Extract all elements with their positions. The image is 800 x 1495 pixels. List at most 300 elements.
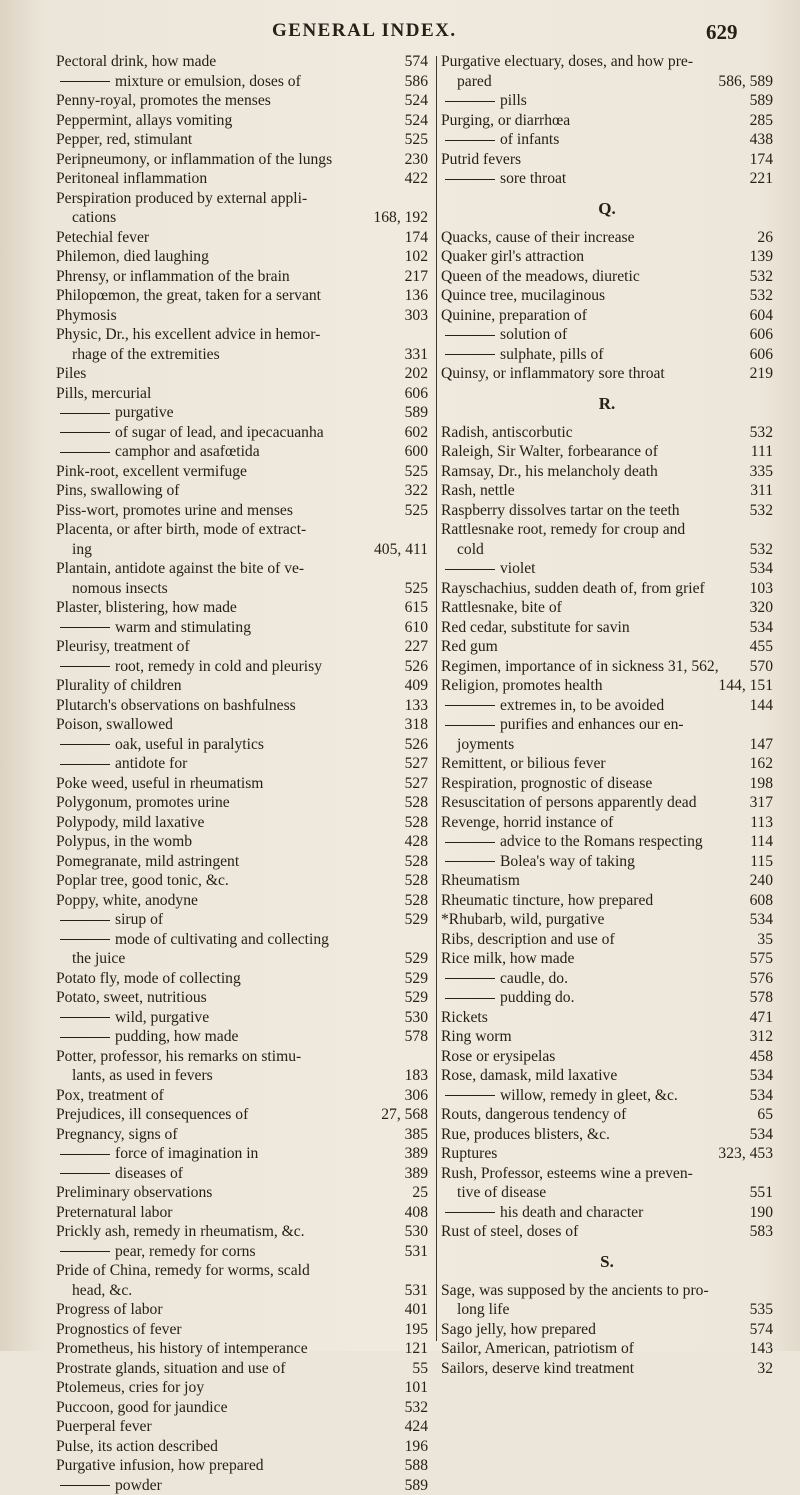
- index-entry: [56, 345, 428, 365]
- index-entry: [56, 1281, 428, 1301]
- index-entry: [441, 364, 773, 384]
- entry-text: Plurality of children: [56, 677, 182, 694]
- ditto-rule: [445, 998, 495, 999]
- ditto-rule: [445, 569, 495, 570]
- entry-text: Philopœmon, the great, taken for a servant: [56, 287, 321, 304]
- entry-page-number: 534: [750, 1125, 773, 1145]
- entry-page-number: 458: [750, 1047, 773, 1067]
- entry-page-number: 162: [750, 754, 773, 774]
- entry-text: pudding, how made: [115, 1028, 238, 1045]
- index-entry: [441, 1047, 773, 1067]
- entry-text: Polypody, mild laxative: [56, 814, 204, 831]
- entry-page-number: 530: [405, 1008, 428, 1028]
- ditto-rule: [445, 179, 495, 180]
- entry-text: Rattlesnake, bite of: [441, 599, 562, 616]
- index-entry: [441, 247, 773, 267]
- index-entry: [56, 267, 428, 287]
- index-entry: [56, 1378, 428, 1398]
- index-entry: [56, 130, 428, 150]
- entry-page-number: 576: [750, 969, 773, 989]
- entry-page-number: 230: [405, 150, 428, 170]
- index-entry: [56, 520, 428, 540]
- entry-text: sulphate, pills of: [500, 346, 604, 363]
- index-entry: [56, 1437, 428, 1457]
- index-entry: [56, 1164, 428, 1184]
- index-entry: [56, 696, 428, 716]
- entry-page-number: 606: [750, 345, 773, 365]
- entry-text: mode of cultivating and collecting: [115, 931, 329, 948]
- entry-page-number: 528: [405, 871, 428, 891]
- entry-text: Pox, treatment of: [56, 1087, 164, 1104]
- entry-page-number: 136: [405, 286, 428, 306]
- entry-text: of infants: [500, 131, 559, 148]
- entry-page-number: 589: [405, 1476, 428, 1495]
- entry-text: extremes in, to be avoided: [500, 697, 664, 714]
- ditto-rule: [60, 1037, 110, 1038]
- index-entry: [441, 1339, 773, 1359]
- index-entry: [56, 735, 428, 755]
- entry-page-number: 606: [405, 384, 428, 404]
- index-entry: [56, 676, 428, 696]
- index-entry: [441, 1164, 773, 1184]
- entry-text: head, &c.: [72, 1282, 132, 1299]
- index-entry: [441, 150, 773, 170]
- index-entry: [56, 1105, 428, 1125]
- entry-text: Petechial fever: [56, 229, 149, 246]
- ditto-rule: [60, 1154, 110, 1155]
- entry-page-number: 535: [750, 1300, 773, 1320]
- ditto-rule: [445, 335, 495, 336]
- entry-page-number: 405, 411: [374, 540, 428, 560]
- entry-page-number: 198: [750, 774, 773, 794]
- entry-text: his death and character: [500, 1204, 643, 1221]
- index-entry: [441, 1300, 773, 1320]
- entry-text: Potato, sweet, nutritious: [56, 989, 207, 1006]
- entry-page-number: 527: [405, 754, 428, 774]
- index-entry: [56, 1398, 428, 1418]
- index-entry: [441, 813, 773, 833]
- index-entry: [441, 715, 773, 735]
- entry-text: warm and stimulating: [115, 619, 251, 636]
- entry-text: Regimen, importance of in sickness 31, 562,: [441, 658, 719, 675]
- ditto-rule: [60, 920, 110, 921]
- entry-page-number: 144, 151: [718, 676, 773, 696]
- index-entry: [56, 988, 428, 1008]
- entry-text: cold: [457, 541, 484, 558]
- entry-page-number: 408: [405, 1203, 428, 1223]
- ditto-rule: [60, 1173, 110, 1174]
- index-entry: [441, 598, 773, 618]
- entry-page-number: 25: [412, 1183, 428, 1203]
- entry-page-number: 174: [405, 228, 428, 248]
- entry-text: Ruptures: [441, 1145, 497, 1162]
- entry-text: Pink-root, excellent vermifuge: [56, 463, 247, 480]
- entry-text: Pleurisy, treatment of: [56, 638, 190, 655]
- index-entry: [441, 871, 773, 891]
- index-entry: [441, 481, 773, 501]
- entry-text: Placenta, or after birth, mode of extract-: [56, 521, 306, 538]
- entry-text: Polypus, in the womb: [56, 833, 192, 850]
- entry-page-number: 578: [750, 988, 773, 1008]
- entry-page-number: 32: [757, 1359, 773, 1379]
- entry-text: Sago jelly, how prepared: [441, 1321, 596, 1338]
- index-entry: [441, 1125, 773, 1145]
- ditto-rule: [60, 764, 110, 765]
- index-entry: [56, 1320, 428, 1340]
- index-entry: [441, 676, 773, 696]
- index-entry: [56, 189, 428, 209]
- entry-text: Physic, Dr., his excellent advice in hemor-: [56, 326, 320, 343]
- entry-text: purifies and enhances our en-: [500, 716, 684, 733]
- index-entry: [56, 1203, 428, 1223]
- index-entry: [56, 501, 428, 521]
- entry-text: Sailors, deserve kind treatment: [441, 1360, 634, 1377]
- index-entry: [56, 618, 428, 638]
- index-entry: [56, 1125, 428, 1145]
- entry-text: violet: [500, 560, 536, 577]
- entry-page-number: 606: [750, 325, 773, 345]
- entry-text: Rue, produces blisters, &c.: [441, 1126, 610, 1143]
- entry-text: Prejudices, ill consequences of: [56, 1106, 248, 1123]
- entry-text: Prometheus, his history of intemperance: [56, 1340, 308, 1357]
- index-entry: [441, 423, 773, 443]
- entry-page-number: 113: [750, 813, 773, 833]
- entry-text: Routs, dangerous tendency of: [441, 1106, 626, 1123]
- entry-text: Radish, antiscorbutic: [441, 424, 573, 441]
- index-entry: [56, 403, 428, 423]
- entry-text: Peripneumony, or inflammation of the lungs: [56, 151, 332, 168]
- entry-page-number: 103: [750, 579, 773, 599]
- entry-page-number: 438: [750, 130, 773, 150]
- entry-page-number: 532: [750, 423, 773, 443]
- entry-page-number: 525: [405, 462, 428, 482]
- entry-text: Rice milk, how made: [441, 950, 574, 967]
- index-entry: [56, 111, 428, 131]
- entry-text: lants, as used in fevers: [72, 1067, 213, 1084]
- index-entry: [56, 481, 428, 501]
- entry-page-number: 190: [750, 1203, 773, 1223]
- entry-text: Ribs, description and use of: [441, 931, 615, 948]
- entry-text: Pulse, its action described: [56, 1438, 218, 1455]
- ditto-rule: [60, 1485, 110, 1486]
- index-entry: [441, 345, 773, 365]
- entry-page-number: 114: [750, 832, 773, 852]
- index-entry: [441, 1086, 773, 1106]
- entry-page-number: 424: [405, 1417, 428, 1437]
- entry-page-number: 528: [405, 793, 428, 813]
- index-entry: [56, 949, 428, 969]
- entry-page-number: 147: [750, 735, 773, 755]
- entry-page-number: 115: [750, 852, 773, 872]
- entry-text: pills: [500, 92, 527, 109]
- index-entry: [56, 1261, 428, 1281]
- ditto-rule: [60, 1251, 110, 1252]
- entry-text: Red gum: [441, 638, 498, 655]
- entry-page-number: 219: [750, 364, 773, 384]
- ditto-rule: [445, 1212, 495, 1213]
- entry-text: joyments: [457, 736, 514, 753]
- entry-page-number: 615: [405, 598, 428, 618]
- entry-page-number: 583: [750, 1222, 773, 1242]
- entry-text: Prognostics of fever: [56, 1321, 182, 1338]
- entry-text: mixture or emulsion, doses of: [115, 73, 301, 90]
- index-entry: [56, 91, 428, 111]
- entry-page-number: 195: [405, 1320, 428, 1340]
- entry-page-number: 385: [405, 1125, 428, 1145]
- index-entry: [441, 735, 773, 755]
- index-entry: [441, 969, 773, 989]
- index-entry: [441, 462, 773, 482]
- entry-text: Philemon, died laughing: [56, 248, 209, 265]
- entry-text: Pride of China, remedy for worms, scald: [56, 1262, 310, 1279]
- entry-text: Bolea's way of taking: [500, 853, 635, 870]
- entry-text: wild, purgative: [115, 1009, 209, 1026]
- index-entry: [56, 871, 428, 891]
- entry-text: Perspiration produced by external appli-: [56, 190, 307, 207]
- entry-text: Pectoral drink, how made: [56, 53, 216, 70]
- entry-page-number: 532: [750, 540, 773, 560]
- entry-page-number: 303: [405, 306, 428, 326]
- entry-page-number: 196: [405, 1437, 428, 1457]
- index-entry: [56, 910, 428, 930]
- ditto-rule: [445, 705, 495, 706]
- ditto-rule: [445, 1095, 495, 1096]
- entry-text: caudle, do.: [500, 970, 568, 987]
- entry-page-number: 578: [405, 1027, 428, 1047]
- entry-text: Plaster, blistering, how made: [56, 599, 237, 616]
- entry-text: Quacks, cause of their increase: [441, 229, 635, 246]
- entry-page-number: 531: [405, 1281, 428, 1301]
- entry-text: Polygonum, promotes urine: [56, 794, 230, 811]
- ditto-rule: [445, 725, 495, 726]
- entry-text: solution of: [500, 326, 567, 343]
- entry-page-number: 528: [405, 891, 428, 911]
- entry-text: Rose, damask, mild laxative: [441, 1067, 617, 1084]
- entry-text: root, remedy in cold and pleurisy: [115, 658, 322, 675]
- running-title: GENERAL INDEX.: [272, 20, 457, 42]
- entry-page-number: 610: [405, 618, 428, 638]
- entry-page-number: 534: [750, 1086, 773, 1106]
- index-entry: [56, 1086, 428, 1106]
- entry-page-number: 428: [405, 832, 428, 852]
- index-entry: [56, 852, 428, 872]
- index-entry: [56, 286, 428, 306]
- entry-page-number: 389: [405, 1144, 428, 1164]
- entry-page-number: 202: [405, 364, 428, 384]
- entry-text: Purgative electuary, doses, and how pre-: [441, 53, 693, 70]
- entry-text: Piles: [56, 365, 86, 382]
- index-entry: [441, 1105, 773, 1125]
- entry-text: Piss-wort, promotes urine and menses: [56, 502, 293, 519]
- entry-text: cations: [72, 209, 116, 226]
- entry-text: Plutarch's observations on bashfulness: [56, 697, 296, 714]
- entry-page-number: 318: [405, 715, 428, 735]
- index-entry: [441, 540, 773, 560]
- entry-page-number: 111: [751, 442, 773, 462]
- entry-text: Rush, Professor, esteems wine a preven-: [441, 1165, 693, 1182]
- entry-page-number: 551: [750, 1183, 773, 1203]
- entry-page-number: 529: [405, 949, 428, 969]
- entry-page-number: 331: [405, 345, 428, 365]
- index-entry: [441, 793, 773, 813]
- entry-page-number: 312: [750, 1027, 773, 1047]
- entry-text: tive of disease: [457, 1184, 546, 1201]
- index-entry: [441, 696, 773, 716]
- entry-page-number: 528: [405, 852, 428, 872]
- index-entry: [441, 1027, 773, 1047]
- entry-page-number: 55: [412, 1359, 428, 1379]
- index-entry: [441, 1144, 773, 1164]
- index-entry: [441, 754, 773, 774]
- entry-page-number: 317: [750, 793, 773, 813]
- section-letter: Q.: [441, 189, 773, 228]
- index-entry: [56, 930, 428, 950]
- index-entry: [56, 462, 428, 482]
- ditto-rule: [60, 666, 110, 667]
- entry-text: Rayschachius, sudden death of, from grief: [441, 580, 705, 597]
- index-entry: [441, 910, 773, 930]
- index-entry: [56, 169, 428, 189]
- ditto-rule: [60, 81, 110, 82]
- entry-page-number: 65: [757, 1105, 773, 1125]
- entry-text: nomous insects: [72, 580, 168, 597]
- entry-text: Red cedar, substitute for savin: [441, 619, 630, 636]
- entry-page-number: 600: [405, 442, 428, 462]
- entry-page-number: 133: [405, 696, 428, 716]
- entry-page-number: 602: [405, 423, 428, 443]
- section-letter: R.: [441, 384, 773, 423]
- entry-text: antidote for: [115, 755, 187, 772]
- entry-text: advice to the Romans respecting: [500, 833, 703, 850]
- entry-page-number: 183: [405, 1066, 428, 1086]
- entry-text: Rose or erysipelas: [441, 1048, 555, 1065]
- ditto-rule: [60, 1017, 110, 1018]
- entry-page-number: 422: [405, 169, 428, 189]
- ditto-rule: [60, 627, 110, 628]
- index-entry: [441, 91, 773, 111]
- entry-page-number: 525: [405, 130, 428, 150]
- entry-page-number: 121: [405, 1339, 428, 1359]
- entry-text: Remittent, or bilious fever: [441, 755, 606, 772]
- index-entry: [441, 832, 773, 852]
- index-entry: [56, 442, 428, 462]
- entry-text: Phrensy, or inflammation of the brain: [56, 268, 290, 285]
- entry-page-number: 102: [405, 247, 428, 267]
- index-entry: [56, 1183, 428, 1203]
- index-entry: [56, 1339, 428, 1359]
- entry-text: pudding do.: [500, 989, 575, 1006]
- index-entry: [56, 1027, 428, 1047]
- entry-page-number: 589: [750, 91, 773, 111]
- entry-text: Poppy, white, anodyne: [56, 892, 198, 909]
- index-entry: [56, 1359, 428, 1379]
- entry-text: Preternatural labor: [56, 1204, 172, 1221]
- entry-text: Rheumatic tincture, how prepared: [441, 892, 653, 909]
- entry-text: pared: [457, 73, 492, 90]
- entry-text: Putrid fevers: [441, 151, 521, 168]
- index-entry: [56, 1008, 428, 1028]
- entry-text: Rickets: [441, 1009, 488, 1026]
- entry-page-number: 526: [405, 657, 428, 677]
- entry-page-number: 227: [405, 637, 428, 657]
- entry-page-number: 534: [750, 559, 773, 579]
- entry-text: Penny-royal, promotes the menses: [56, 92, 271, 109]
- entry-text: Purgative infusion, how prepared: [56, 1457, 264, 1474]
- index-entry: [56, 657, 428, 677]
- entry-text: Raspberry dissolves tartar on the teeth: [441, 502, 680, 519]
- left-column: [56, 52, 428, 1495]
- index-entry: [441, 618, 773, 638]
- entry-page-number: 529: [405, 910, 428, 930]
- entry-text: Puerperal fever: [56, 1418, 152, 1435]
- entry-text: the juice: [72, 950, 125, 967]
- entry-page-number: 311: [750, 481, 773, 501]
- entry-page-number: 168, 192: [373, 208, 428, 228]
- entry-text: Purging, or diarrhœa: [441, 112, 570, 129]
- index-entry: [441, 1281, 773, 1301]
- index-entry: [56, 598, 428, 618]
- entry-page-number: 144: [750, 696, 773, 716]
- entry-page-number: 471: [750, 1008, 773, 1028]
- index-entry: [441, 949, 773, 969]
- entry-page-number: 306: [405, 1086, 428, 1106]
- index-entry: [56, 1066, 428, 1086]
- entry-text: of sugar of lead, and ipecacuanha: [115, 424, 324, 441]
- index-entry: [441, 1222, 773, 1242]
- entry-page-number: 525: [405, 579, 428, 599]
- index-entry: [56, 208, 428, 228]
- ditto-rule: [60, 744, 110, 745]
- index-entry: [441, 169, 773, 189]
- index-entry: [441, 988, 773, 1008]
- entry-text: ing: [72, 541, 92, 558]
- entry-page-number: 570: [750, 657, 773, 677]
- entry-text: pear, remedy for corns: [115, 1243, 256, 1260]
- entry-text: Resuscitation of persons apparently dead: [441, 794, 697, 811]
- entry-page-number: 532: [405, 1398, 428, 1418]
- entry-page-number: 139: [750, 247, 773, 267]
- entry-page-number: 524: [405, 91, 428, 111]
- entry-text: Phymosis: [56, 307, 117, 324]
- entry-text: Pins, swallowing of: [56, 482, 179, 499]
- ditto-rule: [60, 432, 110, 433]
- index-entry: [56, 150, 428, 170]
- entry-text: Sage, was supposed by the ancients to pro-: [441, 1282, 709, 1299]
- entry-page-number: 240: [750, 871, 773, 891]
- index-entry: [441, 1066, 773, 1086]
- index-entry: [56, 1144, 428, 1164]
- entry-page-number: 320: [750, 598, 773, 618]
- entry-page-number: 389: [405, 1164, 428, 1184]
- entry-page-number: 532: [750, 267, 773, 287]
- index-entry: [56, 715, 428, 735]
- entry-page-number: 575: [750, 949, 773, 969]
- entry-page-number: 27, 568: [381, 1105, 428, 1125]
- index-entry: [441, 1183, 773, 1203]
- index-entry: [441, 286, 773, 306]
- index-entry: [441, 1320, 773, 1340]
- entry-page-number: 322: [405, 481, 428, 501]
- index-entry: [56, 540, 428, 560]
- index-entry: [56, 384, 428, 404]
- ditto-rule: [445, 861, 495, 862]
- column-divider: [436, 56, 437, 1341]
- entry-page-number: 335: [750, 462, 773, 482]
- entry-text: purgative: [115, 404, 174, 421]
- entry-text: Quaker girl's attraction: [441, 248, 584, 265]
- entry-page-number: 529: [405, 988, 428, 1008]
- entry-text: *Rhubarb, wild, purgative: [441, 911, 604, 928]
